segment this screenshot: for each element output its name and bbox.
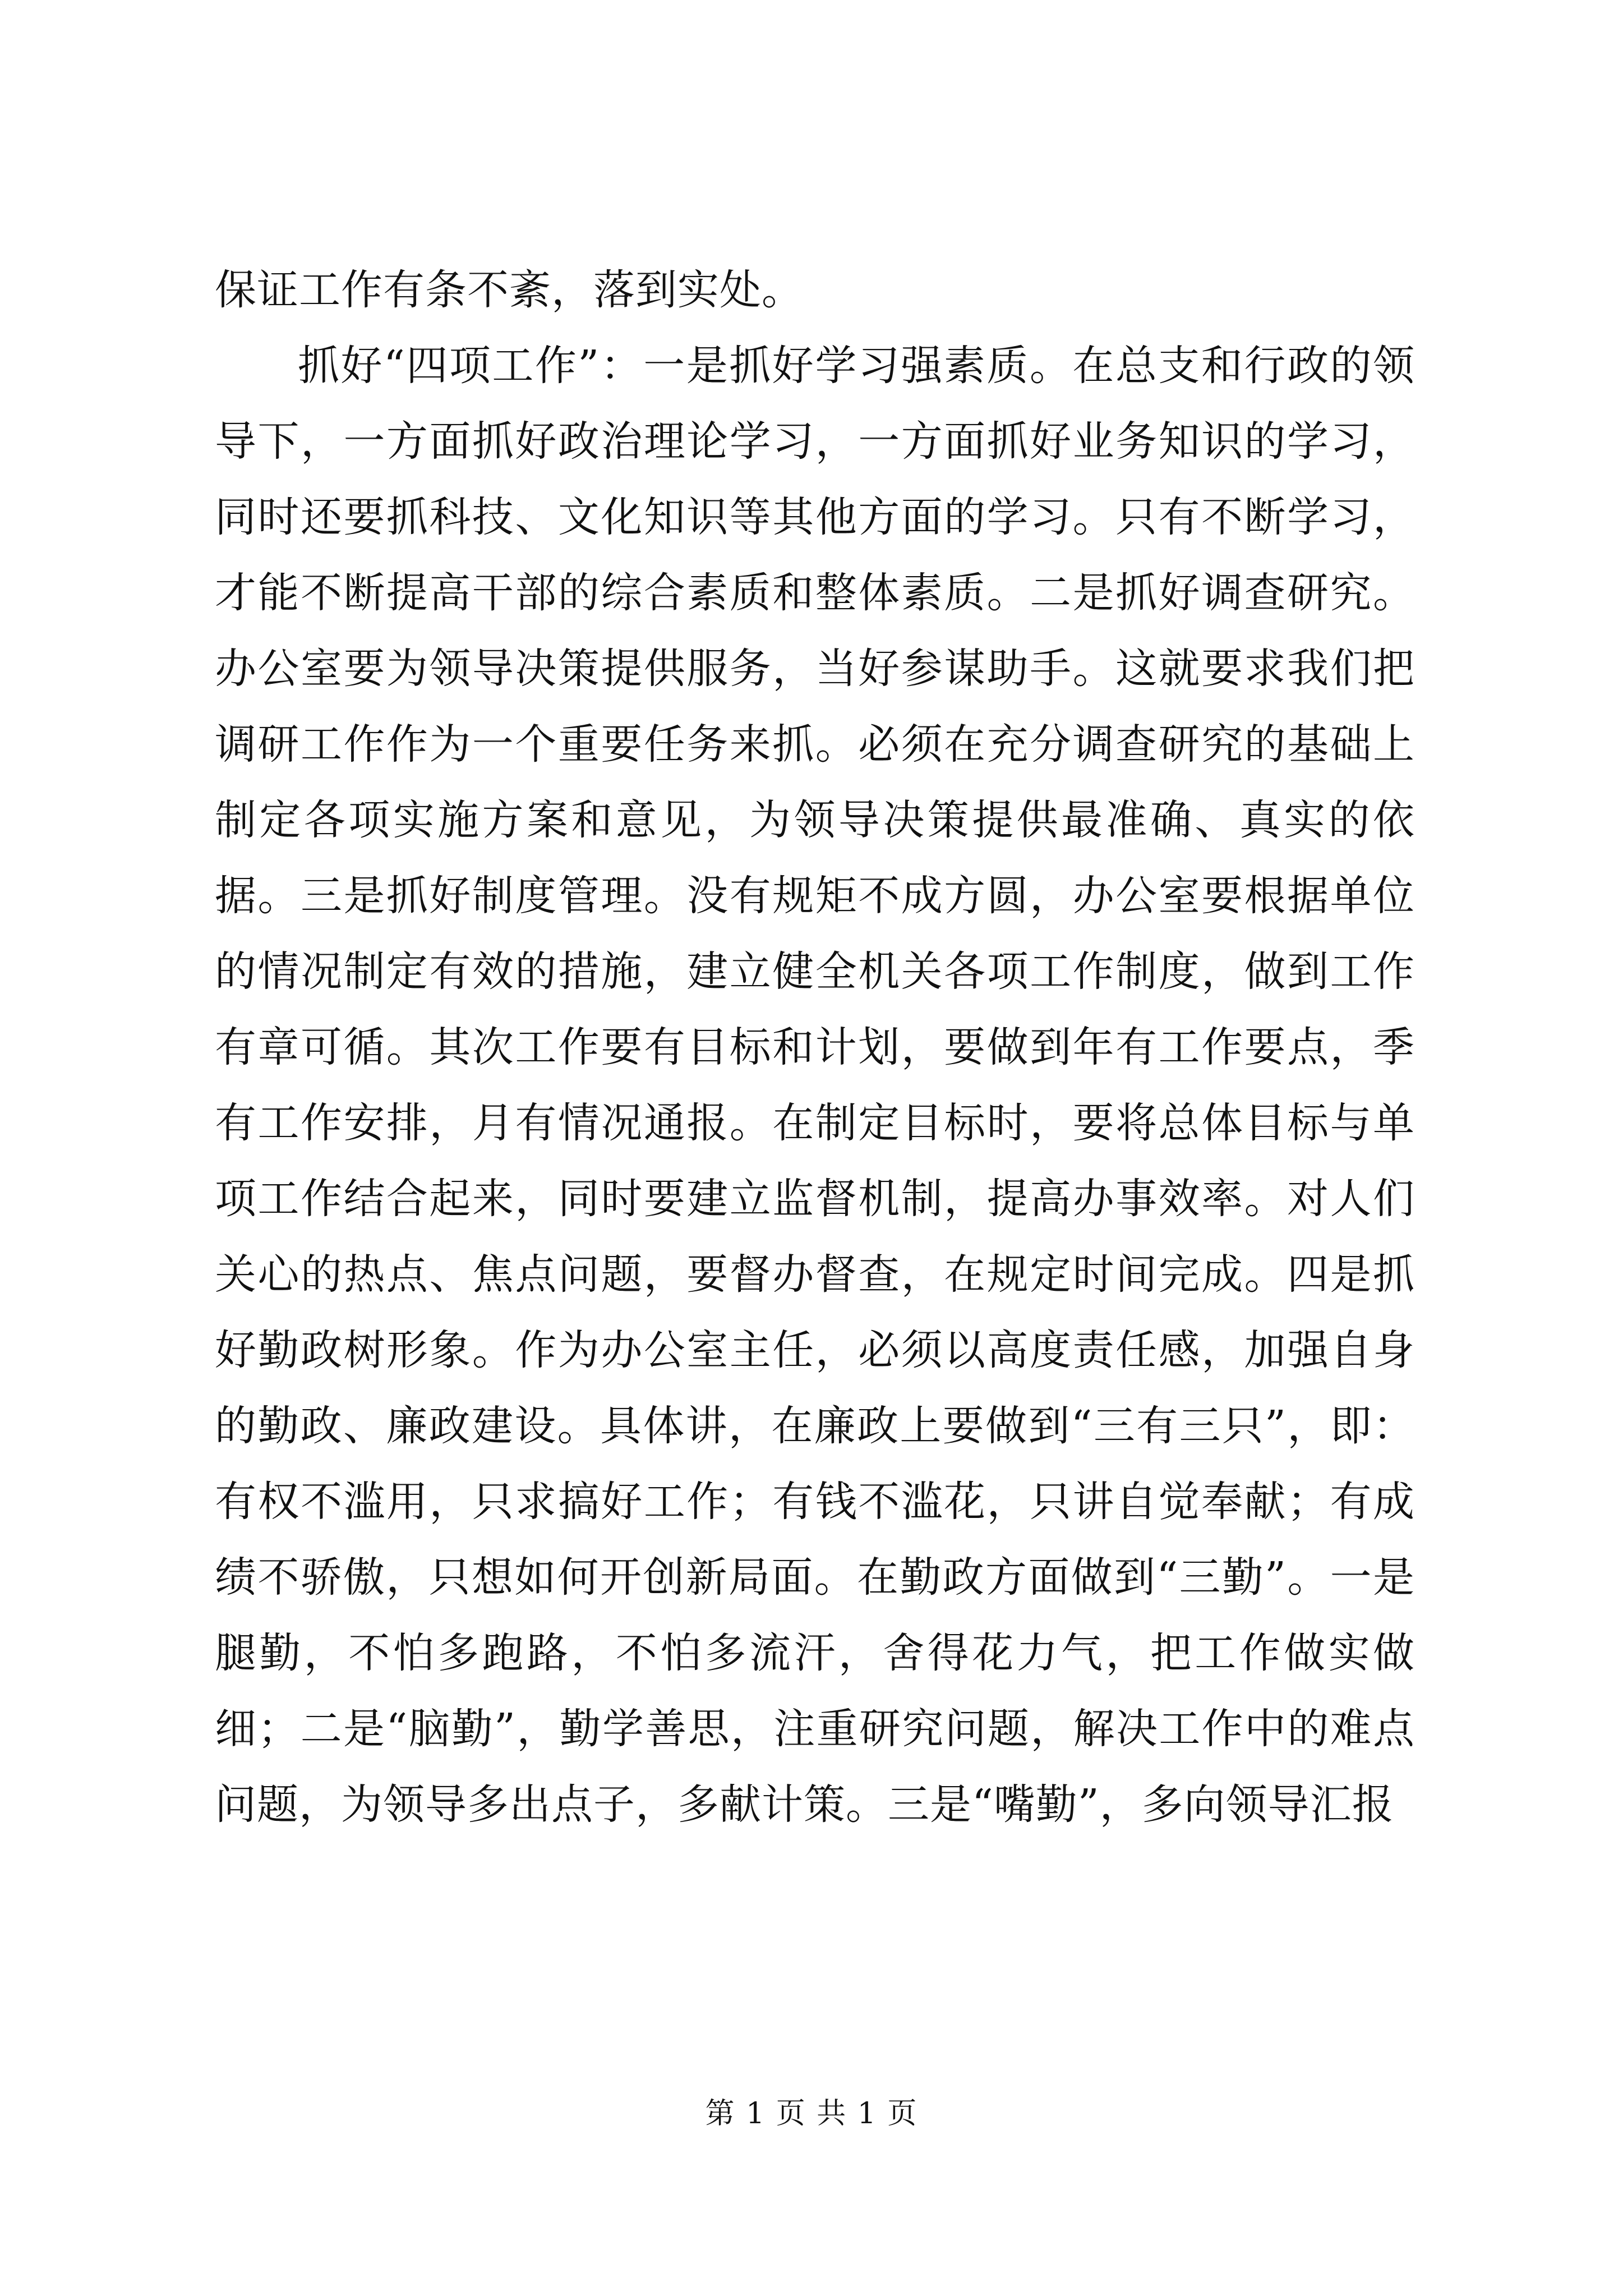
- paragraph-four-tasks: 抓好“四项工作”：一是抓好学习强素质。在总支和行政的领导下，一方面抓好政治理论学习，一方面抓好业务知识的学习，同时还要抓科技、文化知识等其他方面的学习。只有不断学习，才能不断提高干部的综合素质和整体素质。二是抓好调查研究。办公室要为领导决策提供服务，当好参谋助手。这就要求我们把调研工作作为一个重要任务来抓。必须在充分调查研究的基础上制定各项实施方案和意见，为领导决策提供最准确、真实的依据。三是抓好制度管理。没有规矩不成方圆，办公室要根据单位的情况制定有效的措施，建立健全机关各项工作制度，做到工作有章可循。其次工作要有目标和计划，要做到年有工作要点，季有工作安排，月有情况通报。在制定目标时，要将总体目标与单项工作结合起来，同时要建立监督机制，提高办事效率。对人们关心的热点、焦点问题，要督办督查，在规定时间完成。四是抓好勤政树形象。作为办公室主任，必须以高度责任感，加强自身的勤政、廉政建设。具体讲，在廉政上要做到“三有三只”，即：有权不滥用，只求搞好工作；有钱不滥花，只讲自觉奉献；有成绩不骄傲，只想如何开创新局面。在勤政方面做到“三勤”。一是腿勤，不怕多跑路，不怕多流汗，舍得花力气，把工作做实做细；二是“脑勤”，勤学善思，注重研究问题，解决工作中的难点问题，为领导多出点子，多献计策。三是“嘴勤”，多向领导汇报: [215, 342, 1415, 1829]
- page-footer: 第 1 页 共 1 页: [705, 2097, 918, 2131]
- document-body: [215, 252, 1415, 1843]
- paragraph-continuation: 保证工作有条不紊，落到实处。: [215, 266, 804, 314]
